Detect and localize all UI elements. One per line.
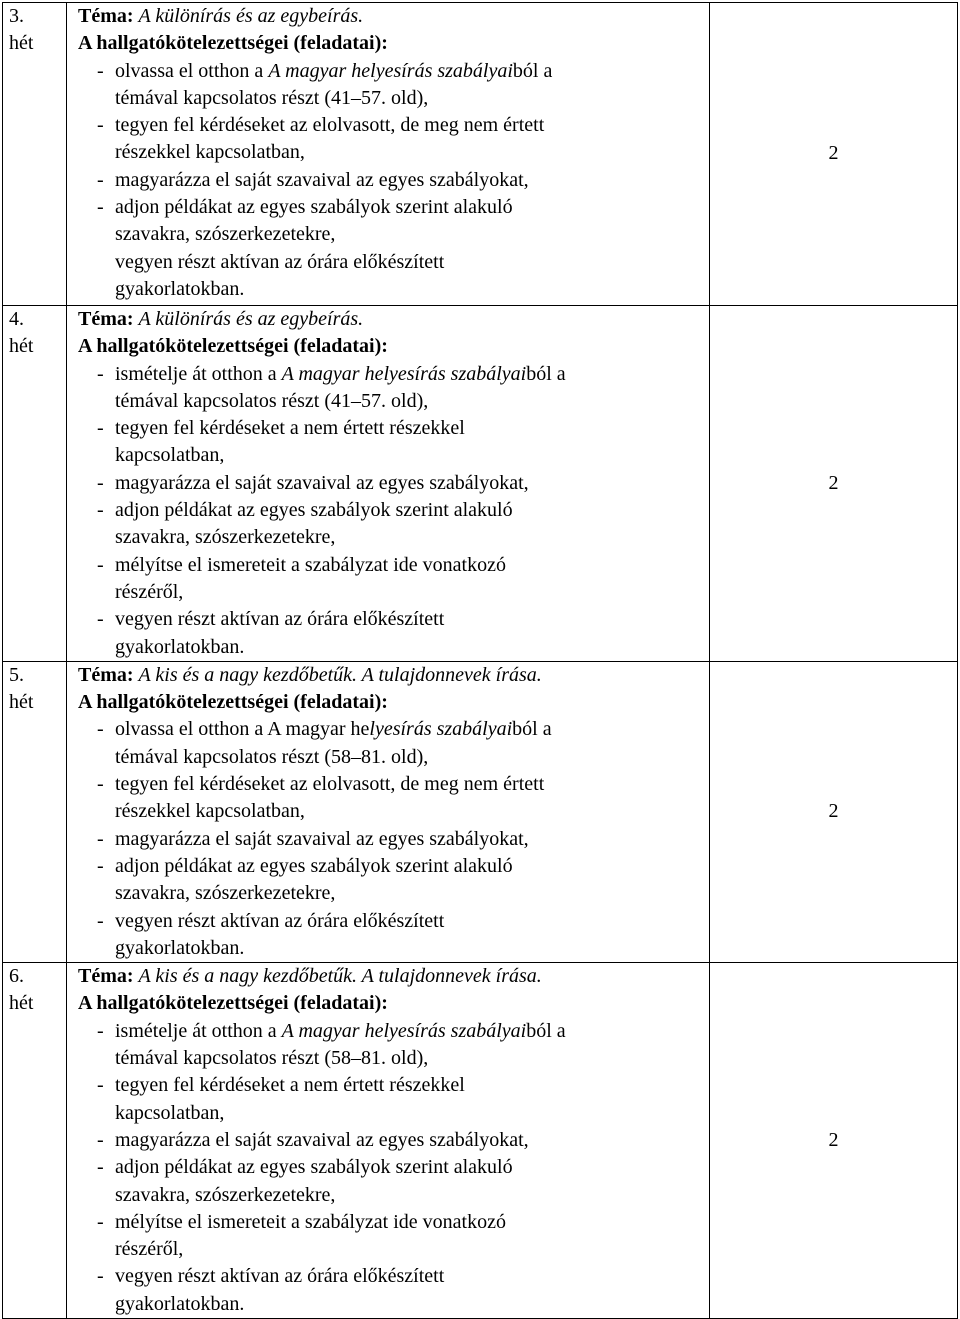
duty-text <box>115 58 709 113</box>
task-cell <box>67 306 710 662</box>
duty-bullet: - <box>97 1128 104 1151</box>
duty-text-line: szavakra, szószerkezetekre, <box>115 1183 336 1206</box>
weekly-schedule-table <box>2 2 958 1319</box>
duties-heading: A hallgatókötelezettségei (feladatai): <box>78 992 388 1015</box>
task-cell <box>67 3 710 306</box>
duty-bullet: - <box>97 196 104 219</box>
duty-text-line: olvassa el otthon a A magyar helyesírás szabályaiból a <box>115 718 552 741</box>
hours-cell: 2 <box>710 3 958 306</box>
duty-text <box>115 716 709 771</box>
duty-text-line: témával kapcsolatos részt (41–57. old), <box>115 86 429 109</box>
duty-text-line: adjon példákat az egyes szabályok szerint alakuló <box>115 499 513 522</box>
duty-text-line: adjon példákat az egyes szabályok szerint alakuló <box>115 1156 513 1179</box>
duty-text-line: szavakra, szószerkezetekre, <box>115 223 336 246</box>
duties-heading: A hallgatókötelezettségei (feladatai): <box>78 32 388 55</box>
duty-item <box>78 552 709 607</box>
duty-text <box>115 249 709 304</box>
topic-title: A különírás és az egybeírás. <box>138 308 364 330</box>
duty-text-line: vegyen részt aktívan az órára előkészített <box>115 1265 445 1288</box>
duty-item <box>78 194 709 249</box>
book-title: A magyar helyesírás szabályai <box>281 1019 527 1042</box>
duty-text-line: részekkel kapcsolatban, <box>115 141 305 164</box>
hours-cell: 2 <box>710 306 958 662</box>
duty-bullet: - <box>97 114 104 137</box>
duty-item <box>78 606 709 661</box>
duty-text <box>115 361 709 416</box>
duties-heading: A hallgatókötelezettségei (feladatai): <box>78 335 388 358</box>
duty-text-line: gyakorlatokban. <box>115 635 245 658</box>
duty-text-line: kapcsolatban, <box>115 1101 225 1124</box>
duty-bullet: - <box>97 1156 104 1179</box>
duty-text-line: gyakorlatokban. <box>115 1292 245 1315</box>
duty-bullet: - <box>97 718 104 741</box>
duty-bullet: - <box>97 854 104 877</box>
duty-text-line: vegyen részt aktívan az órára előkészített <box>115 909 445 932</box>
duty-item <box>78 415 709 470</box>
book-title: A magyar helyesírás szabályai <box>281 362 527 385</box>
duty-text <box>115 194 709 249</box>
duty-item <box>78 1209 709 1264</box>
duty-text-line: tegyen fel kérdéseket az elolvasott, de meg nem értett <box>115 773 545 796</box>
week-word: hét <box>9 992 34 1015</box>
duty-text-line: ismételje át otthon a A magyar helyesírás szabályaiból a <box>115 1019 566 1042</box>
book-title: lyesírás szabályai <box>369 718 513 741</box>
duty-text-line: szavakra, szószerkezetekre, <box>115 526 336 549</box>
duty-bullet: - <box>97 608 104 631</box>
week-word: hét <box>9 691 34 714</box>
duty-text-line: részéről, <box>115 580 184 603</box>
duty-text-line: gyakorlatokban. <box>115 277 245 300</box>
duty-bullet: - <box>97 1265 104 1288</box>
duty-bullet: - <box>97 909 104 932</box>
duty-text-line: tegyen fel kérdéseket a nem értett részekkel <box>115 417 465 440</box>
duties-list <box>78 1018 709 1318</box>
duty-text <box>115 112 709 167</box>
hours-cell: 2 <box>710 661 958 962</box>
duty-text <box>115 771 709 826</box>
week-word: hét <box>9 335 34 358</box>
topic-title: A kis és a nagy kezdőbetűk. A tulajdonnevek írása. <box>138 663 542 686</box>
duty-text-line: témával kapcsolatos részt (41–57. old), <box>115 389 429 412</box>
duty-text <box>115 606 709 661</box>
week-label-cell <box>3 306 67 662</box>
duty-text <box>115 1127 709 1154</box>
duty-bullet: - <box>97 553 104 576</box>
duty-text-line: részekkel kapcsolatban, <box>115 800 305 823</box>
duty-item <box>78 908 709 963</box>
duty-item <box>78 1127 709 1154</box>
week-number: 4. <box>9 308 24 330</box>
topic-label: Téma: <box>78 308 134 330</box>
duty-item <box>78 361 709 416</box>
duty-item <box>78 771 709 826</box>
duty-text <box>115 826 709 853</box>
topic-label: Téma: <box>78 663 134 686</box>
week-number: 3. <box>9 5 24 27</box>
duty-item <box>78 1018 709 1073</box>
duty-text-line: témával kapcsolatos részt (58–81. old), <box>115 1047 429 1070</box>
duty-text <box>115 552 709 607</box>
task-cell <box>67 963 710 1319</box>
duty-text <box>115 470 709 497</box>
duty-item <box>78 470 709 497</box>
task-cell <box>67 661 710 962</box>
week-label-cell <box>3 963 67 1319</box>
duty-item <box>78 58 709 113</box>
duty-text <box>115 1154 709 1209</box>
duty-text-line: részéről, <box>115 1238 184 1261</box>
duty-text-line: tegyen fel kérdéseket a nem értett részekkel <box>115 1074 465 1097</box>
duty-text <box>115 908 709 963</box>
duty-bullet: - <box>97 417 104 440</box>
topic-line <box>78 662 709 689</box>
duties-heading: A hallgatókötelezettségei (feladatai): <box>78 691 388 714</box>
topic-label: Téma: <box>78 965 134 988</box>
duty-item <box>78 249 709 304</box>
topic-title: A különírás és az egybeírás. <box>138 5 364 27</box>
topic-title: A kis és a nagy kezdőbetűk. A tulajdonnevek írása. <box>138 965 542 988</box>
duty-item <box>78 853 709 908</box>
schedule-body <box>3 3 958 1319</box>
duty-text-line: mélyítse el ismereteit a szabályzat ide vonatkozó <box>115 1210 506 1233</box>
duty-bullet: - <box>97 1210 104 1233</box>
duty-text-line: tegyen fel kérdéseket az elolvasott, de meg nem értett <box>115 114 545 137</box>
week-label-cell <box>3 3 67 306</box>
topic-line <box>78 963 709 990</box>
duty-text-line: ismételje át otthon a A magyar helyesírás szabályaiból a <box>115 362 566 385</box>
week-row <box>3 661 958 962</box>
duty-item <box>78 1154 709 1209</box>
duty-text-line: mélyítse el ismereteit a szabályzat ide vonatkozó <box>115 553 506 576</box>
duty-bullet: - <box>97 168 104 191</box>
duty-bullet: - <box>97 362 104 385</box>
duty-item <box>78 716 709 771</box>
duty-text-line: kapcsolatban, <box>115 444 225 467</box>
topic-label: Téma: <box>78 5 134 27</box>
week-number: 5. <box>9 663 24 686</box>
book-title: A magyar helyesírás szabályai <box>268 59 513 82</box>
week-label-cell <box>3 661 67 962</box>
duty-text <box>115 167 709 194</box>
duty-bullet: - <box>97 1074 104 1097</box>
duty-text-line: adjon példákat az egyes szabályok szerint alakuló <box>115 196 513 219</box>
week-number: 6. <box>9 965 24 988</box>
duty-item <box>78 497 709 552</box>
week-row <box>3 963 958 1319</box>
duty-item <box>78 167 709 194</box>
duty-bullet: - <box>97 499 104 522</box>
duty-text-line: magyarázza el saját szavaival az egyes szabályokat, <box>115 1128 529 1151</box>
duty-text-line: szavakra, szószerkezetekre, <box>115 882 336 905</box>
week-word: hét <box>9 32 34 55</box>
week-row <box>3 3 958 306</box>
duty-text <box>115 497 709 552</box>
duty-bullet: - <box>97 827 104 850</box>
hours-cell: 2 <box>710 963 958 1319</box>
duty-text-line: adjon példákat az egyes szabályok szerint alakuló <box>115 854 513 877</box>
duty-bullet: - <box>97 59 104 82</box>
duty-text-line: magyarázza el saját szavaival az egyes szabályokat, <box>115 168 529 191</box>
duty-item <box>78 112 709 167</box>
topic-line <box>78 3 709 30</box>
week-row <box>3 306 958 662</box>
duty-item <box>78 1263 709 1318</box>
duty-text <box>115 1263 709 1318</box>
duty-bullet: - <box>97 773 104 796</box>
duties-list <box>78 361 709 661</box>
duties-list <box>78 58 709 304</box>
duty-text <box>115 415 709 470</box>
duty-text-line: vegyen részt aktívan az órára előkészített <box>115 608 445 631</box>
duty-text-line: gyakorlatokban. <box>115 936 245 959</box>
duty-text-line: magyarázza el saját szavaival az egyes szabályokat, <box>115 827 529 850</box>
duty-item <box>78 1072 709 1127</box>
duty-text <box>115 1209 709 1264</box>
duty-text <box>115 1018 709 1073</box>
duty-text-line: témával kapcsolatos részt (58–81. old), <box>115 745 429 768</box>
duty-item <box>78 826 709 853</box>
duty-bullet: - <box>97 1019 104 1042</box>
duty-text <box>115 853 709 908</box>
duty-text-line: olvassa el otthon a A magyar helyesírás szabályaiból a <box>115 59 553 82</box>
duties-list <box>78 716 709 962</box>
duty-bullet: - <box>97 471 104 494</box>
topic-line <box>78 306 709 333</box>
duty-text <box>115 1072 709 1127</box>
duty-text-line: magyarázza el saját szavaival az egyes szabályokat, <box>115 471 529 494</box>
duty-text-line: vegyen részt aktívan az órára előkészített <box>115 250 445 273</box>
